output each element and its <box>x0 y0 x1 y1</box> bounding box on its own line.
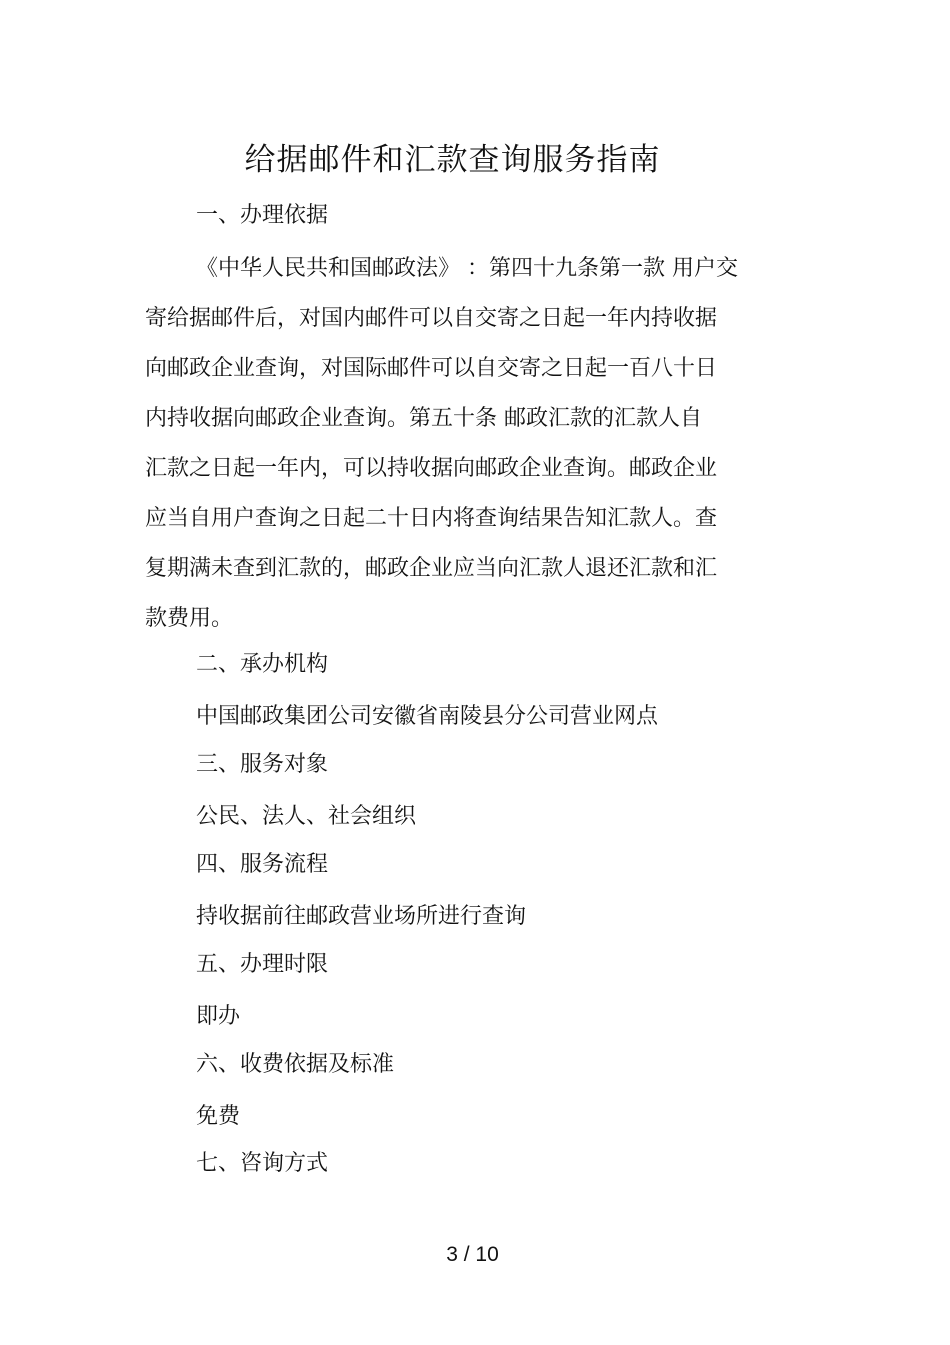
paragraph-line: 寄给据邮件后，对国内邮件可以自交寄之日起一年内持收据 <box>145 306 718 331</box>
paragraph-line: 复期满未查到汇款的，邮政企业应当向汇款人退还汇款和汇 <box>145 556 718 581</box>
section-body-organization: 中国邮政集团公司安徽省南陵县分公司营业网点 <box>196 704 659 729</box>
section-heading-contact: 七、咨询方式 <box>196 1151 329 1176</box>
section-body-service-target: 公民、法人、社会组织 <box>196 804 417 829</box>
section-heading-time-limit: 五、办理时限 <box>196 952 329 977</box>
page-title: 给据邮件和汇款查询服务指南 <box>244 142 661 178</box>
paragraph-line: 内持收据向邮政企业查询。第五十条 邮政汇款的汇款人自 <box>145 406 702 431</box>
section-heading-organization: 二、承办机构 <box>196 652 329 677</box>
section-heading-basis: 一、办理依据 <box>196 203 329 228</box>
paragraph-line: 《中华人民共和国邮政法》 ：第四十九条第一款 用户交 <box>196 256 738 281</box>
page-number: 3 / 10 <box>446 1243 499 1266</box>
paragraph-line: 向邮政企业查询，对国际邮件可以自交寄之日起一百八十日 <box>145 356 718 381</box>
section-body-process: 持收据前往邮政营业场所进行查询 <box>196 904 527 929</box>
section-body-time-limit: 即办 <box>196 1004 241 1029</box>
section-heading-process: 四、服务流程 <box>196 852 329 877</box>
section-heading-fees: 六、收费依据及标准 <box>196 1052 395 1077</box>
paragraph-line: 款费用。 <box>145 606 234 631</box>
section-heading-service-target: 三、服务对象 <box>196 752 329 777</box>
section-body-fees: 免费 <box>196 1104 241 1129</box>
paragraph-line: 汇款之日起一年内，可以持收据向邮政企业查询。邮政企业 <box>145 456 718 481</box>
paragraph-line: 应当自用户查询之日起二十日内将查询结果告知汇款人。查 <box>145 506 718 531</box>
